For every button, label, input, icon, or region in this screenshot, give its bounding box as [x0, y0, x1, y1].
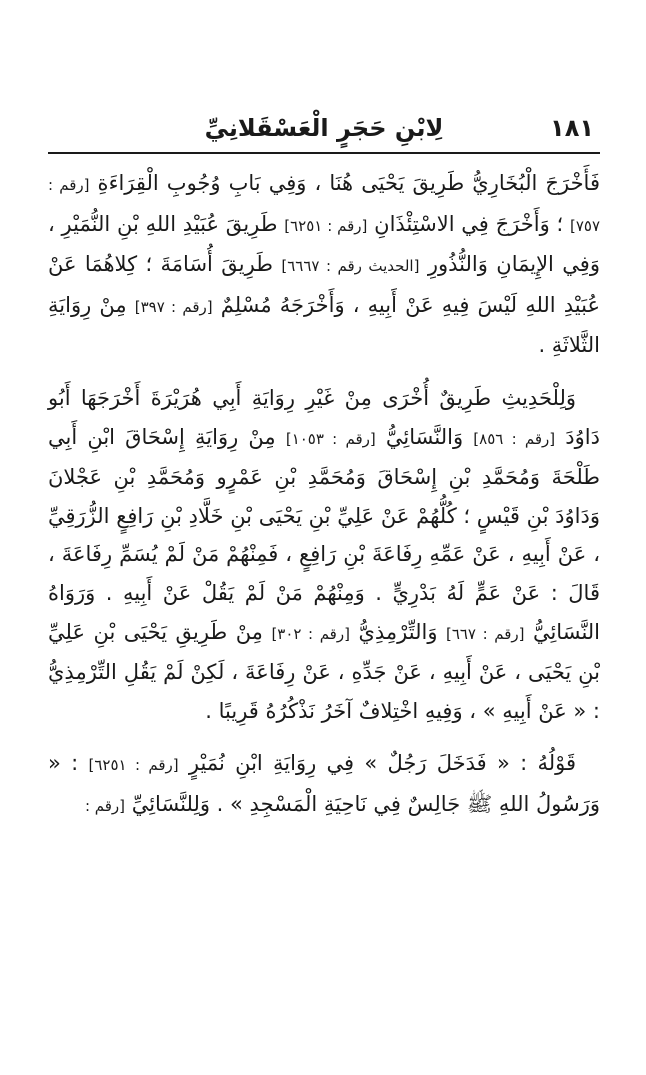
text-run: قَوْلُهُ : « فَدَخَلَ رَجُلٌ » فِي رِوَايَةِ ابْنِ نُمَيْرٍ	[178, 751, 576, 776]
text-run: وَالتِّرْمِذِيُّ	[349, 619, 446, 644]
page-body	[48, 164, 600, 826]
paragraph	[48, 164, 600, 365]
text-run: وَلِلْحَدِيثِ طَرِيقٌ أُخْرَى مِنْ غَيْرِ رِوَايَةِ أَبِي هُرَيْرَةَ أَخْرَجَهَا أَبُو دَاوُدَ	[48, 385, 600, 449]
paragraph	[48, 744, 600, 825]
reference-number: [رقم : ٦٢٥١]	[284, 216, 368, 235]
reference-number: [رقم : ٧٥٧]	[48, 176, 600, 235]
text-run: مِنْ طَرِيقِ يَحْيَى بْنِ عَلِيِّ بْنِ يَحْيَى ، عَنْ أَبِيهِ ، عَنْ جَدِّهِ ، عَنْ رِفَاعَةَ ، لَكِنْ لَمْ يَقُلِ التِّرْمِذِيُّ : « عَنْ أَبِيهِ » ، وَفِيهِ اخْتِلافٌ آخَرُ نَذْكُرُهُ قَرِيبًا .	[48, 619, 600, 723]
reference-number: [الحديث رقم : ٦٦٦٧]	[281, 257, 420, 276]
reference-number: [رقم : ١٠٥٣]	[285, 429, 376, 448]
header-rule	[48, 152, 600, 154]
reference-number: [رقم : ٣٠٢]	[271, 624, 350, 643]
reference-number: [رقم : ٦٦٧]	[445, 624, 525, 643]
text-run: طَرِيقَ أُسَامَةَ ؛ كِلاهُمَا عَنْ عُبَيْدِ اللهِ لَيْسَ فِيهِ عَنْ أَبِيهِ ، وَأَخْرَجَهُ مُسْلِمٌ	[48, 252, 601, 317]
paragraph	[48, 379, 600, 730]
reference-number: [رقم :	[84, 796, 126, 815]
text-run: مِنْ رِوَايَةِ الثَّلاثَةِ .	[48, 292, 600, 358]
text-run: مِنْ رِوَايَةِ إِسْحَاقَ ابْنِ أَبِي طَلْحَةَ وَمُحَمَّدِ بْنِ إِسْحَاقَ وَمُحَمَّدِ بْنِ عَمْرٍو وَمُحَمَّدِ بْنِ عَجْلانَ وَدَاوُدَ بْنِ قَيْسٍ ؛ كُلُّهُمْ عَنْ عَلِيِّ بْنِ يَحْيَى بْنِ خَلَّادِ بْنِ رَافِعٍ الزُّرَقِيِّ ، عَنْ أَبِيهِ ، عَنْ عَمِّهِ رِفَاعَةَ بْنِ رَافِعٍ ، فَمِنْهُمْ مَنْ لَمْ يُسَمِّ رِفَاعَةَ ، قَالَ : عَنْ عَمٍّ لَهُ بَدْرِيٍّ . وَمِنْهُمْ مَنْ لَمْ يَقُلْ عَنْ أَبِيهِ . وَرَوَاهُ النَّسَائِيُّ	[48, 424, 601, 644]
reference-number: [رقم : ٦٢٥١]	[88, 756, 179, 775]
reference-number: [رقم : ٨٥٦]	[473, 429, 556, 448]
book-page	[48, 112, 601, 816]
text-run: ؛ وَأَخْرَجَ فِي الاسْتِئْذَانِ	[367, 211, 570, 236]
text-run: : « وَرَسُولُ اللهِ ﷺ جَالِسٌ فِي نَاحِيَةِ الْمَسْجِدِ » . وَلِلنَّسَائِيِّ	[48, 751, 600, 816]
reference-number: [رقم : ٣٩٧]	[134, 297, 213, 316]
running-header	[48, 112, 600, 146]
text-run: طَرِيقَ عُبَيْدِ اللهِ بْنِ النُّمَيْرِ ، وَفِي الإِيمَانِ وَالنُّذُورِ	[48, 211, 600, 277]
running-title: لِابْنِ حَجَرٍ الْعَسْقَلانِيِّ	[204, 114, 444, 142]
text-run: فَأَخْرَجَ الْبُخَارِيُّ طَرِيقَ يَحْيَى هُنَا ، وَفِي بَابِ وُجُوبِ الْقِرَاءَةِ	[89, 171, 600, 195]
text-run: وَالنَّسَائِيُّ	[375, 424, 474, 449]
page-number: ١٨١	[550, 114, 594, 142]
